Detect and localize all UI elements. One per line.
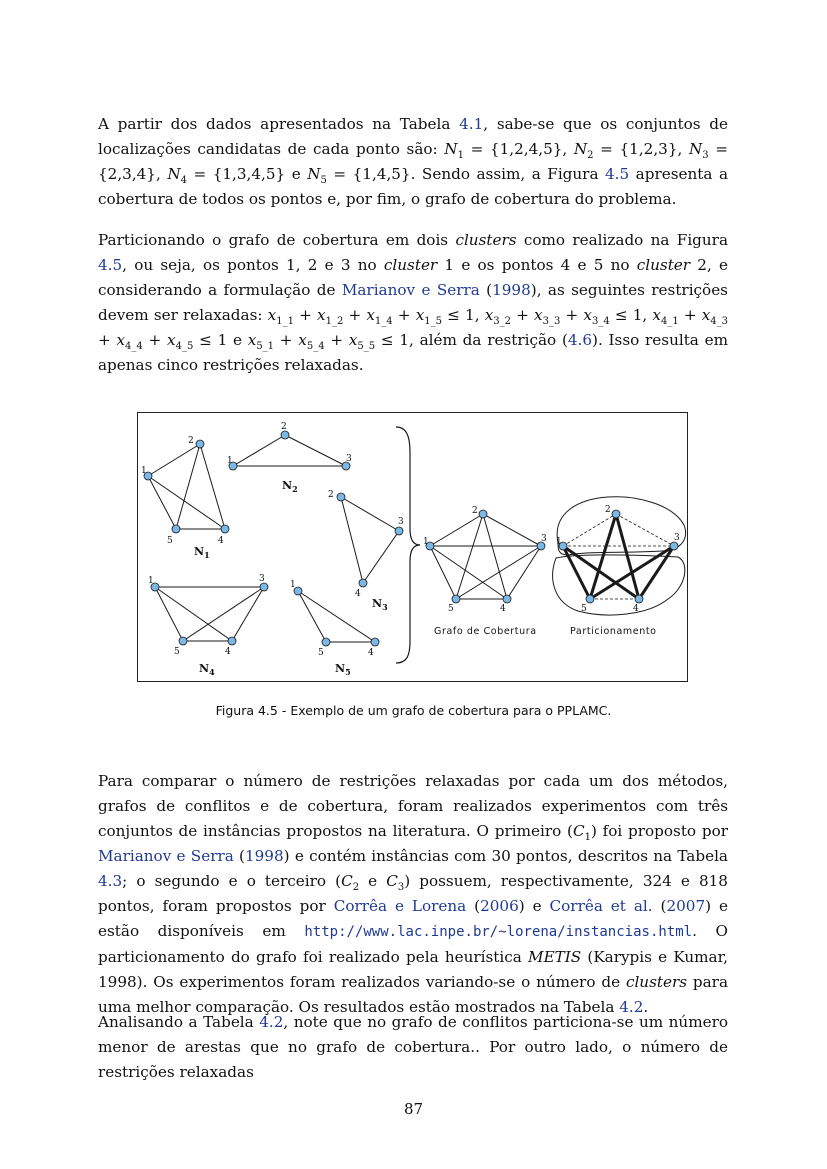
svg-text:5: 5	[448, 604, 454, 614]
svg-text:4: 4	[368, 648, 374, 658]
svg-text:2: 2	[281, 422, 287, 432]
set-label-n5: $N_5$	[335, 662, 351, 677]
cover-graph-figure	[138, 413, 687, 681]
cover-graph-label: Grafo de Cobertura	[434, 626, 537, 637]
svg-text:1: 1	[423, 537, 429, 547]
table-ref-link[interactable]: 4.1	[459, 115, 484, 133]
paragraph-2: Particionando o grafo de cobertura em dois clusters como realizado na Figura 4.5, ou seja, os pontos 1, 2 e 3 no cluster 1 e os pontos 4 e 5 no cluster 2, e considerando a formulação de Marianov e Serra (1998), as seguintes restrições devem ser relaxadas: $x_{1\_1} + x_{1\_2} + x_{1\_4} + x_{1\_5} \le 1$, $x_{3\_2} + x_{3\_3} + x_{3\_4} \le 1$, $x_{4\_1} + x_{4\_3} + x_{4\_4} + x_{4\_5} \le 1$ e $x_{5\_1} + x_{5\_4} + x_{5\_5} \le 1$, além da restrição (4.6). Isso resulta em apenas cinco restrições relaxadas.	[98, 231, 729, 374]
svg-text:4: 4	[218, 536, 224, 546]
instances-url-link[interactable]: http://www.lac.inpe.br/~lorena/instancias.html	[304, 924, 693, 940]
svg-text:5: 5	[581, 604, 587, 614]
citation-year-link[interactable]: 2006	[480, 897, 519, 915]
table-ref-link[interactable]: 4.2	[259, 1013, 284, 1031]
figure-ref-link[interactable]: 4.5	[98, 256, 123, 274]
svg-text:3: 3	[674, 533, 680, 543]
set-label-n1: $N_1$	[194, 545, 210, 560]
svg-text:3: 3	[346, 454, 352, 464]
citation-link[interactable]: Corrêa e Lorena	[333, 897, 467, 915]
paragraph-1: A partir dos dados apresentados na Tabela 4.1, sabe-se que os conjuntos de localizações candidatas de cada ponto são: $N_1 = \{1,2,4,5\}$, $N_2 = \{1,2,3\}$, $N_3 = \{2,3,4\}$, $N_4 = \{1,3,4,5\}$ e $N_5 = \{1,4,5\}$. Sendo assim, a Figura 4.5 apresenta a cobertura de todos os pontos e, por fim, o grafo de cobertura do problema.	[98, 115, 729, 208]
svg-text:2: 2	[188, 436, 194, 446]
set-label-n4: $N_4$	[199, 662, 215, 677]
svg-text:4: 4	[225, 647, 231, 657]
partitioning-label: Particionamento	[570, 626, 657, 637]
set-label-n3: $N_3$	[372, 597, 388, 612]
svg-text:5: 5	[318, 648, 324, 658]
paragraph-3: Para comparar o número de restrições relaxadas por cada um dos métodos, grafos de conflitos e de cobertura, foram realizados experimentos com três conjuntos de instâncias propostos na literatura. O primeiro $(C_1)$ foi proposto por Marianov e Serra (1998) e contém instâncias com 30 pontos, descritos na Tabela 4.3; o segundo e o terceiro ($C_2$ e $C_3$) possuem, respectivamente, 324 e 818 pontos, foram propostos por Corrêa e Lorena (2006) e Corrêa et al. (2007) e estão disponíveis em http://www.lac.inpe.br/~lorena/instancias.html. O particionamento do grafo foi realizado pela heurística METIS (Karypis e Kumar, 1998). Os experimentos foram realizados variando-se o número de clusters para uma melhor comparação. Os resultados estão mostrados na Tabela 4.2.	[98, 772, 729, 1016]
svg-text:1: 1	[227, 456, 233, 466]
svg-text:5: 5	[167, 536, 173, 546]
equation-ref-link[interactable]: 4.6	[567, 331, 593, 349]
citation-year-link[interactable]: 1998	[492, 281, 531, 299]
svg-text:1: 1	[141, 466, 147, 476]
table-ref-link[interactable]: 4.2	[619, 998, 644, 1016]
svg-text:3: 3	[398, 517, 404, 527]
svg-text:3: 3	[259, 574, 265, 584]
svg-text:4: 4	[633, 604, 639, 614]
svg-text:3: 3	[541, 534, 547, 544]
svg-text:2: 2	[472, 506, 478, 516]
svg-text:1: 1	[556, 537, 562, 547]
svg-text:2: 2	[328, 490, 334, 500]
figure-ref-link[interactable]: 4.5	[605, 165, 630, 183]
page-number: 87	[403, 1100, 424, 1118]
svg-text:4: 4	[500, 604, 506, 614]
svg-text:2: 2	[605, 505, 611, 515]
figure-caption: Figura 4.5 - Exemplo de um grafo de cobertura para o PPLAMC.	[215, 703, 612, 718]
svg-text:5: 5	[174, 647, 180, 657]
svg-text:4: 4	[355, 589, 361, 599]
paragraph-4: Analisando a Tabela 4.2, note que no grafo de conflitos particiona-se um número menor de arestas que no grafo de cobertura.. Por outro lado, o número de restrições relaxadas	[98, 1013, 728, 1081]
citation-year-link[interactable]: 1998	[244, 847, 284, 865]
citation-link[interactable]: Corrêa et al.	[549, 897, 653, 915]
table-ref-link[interactable]: 4.3	[98, 872, 123, 890]
svg-text:1: 1	[290, 580, 296, 590]
set-label-n2: $N_2$	[282, 479, 298, 494]
svg-text:1: 1	[148, 576, 154, 586]
citation-year-link[interactable]: 2007	[666, 897, 706, 915]
figure-4-5	[137, 412, 688, 682]
citation-link[interactable]: Marianov e Serra	[98, 847, 234, 865]
citation-link[interactable]: Marianov e Serra	[341, 281, 480, 299]
